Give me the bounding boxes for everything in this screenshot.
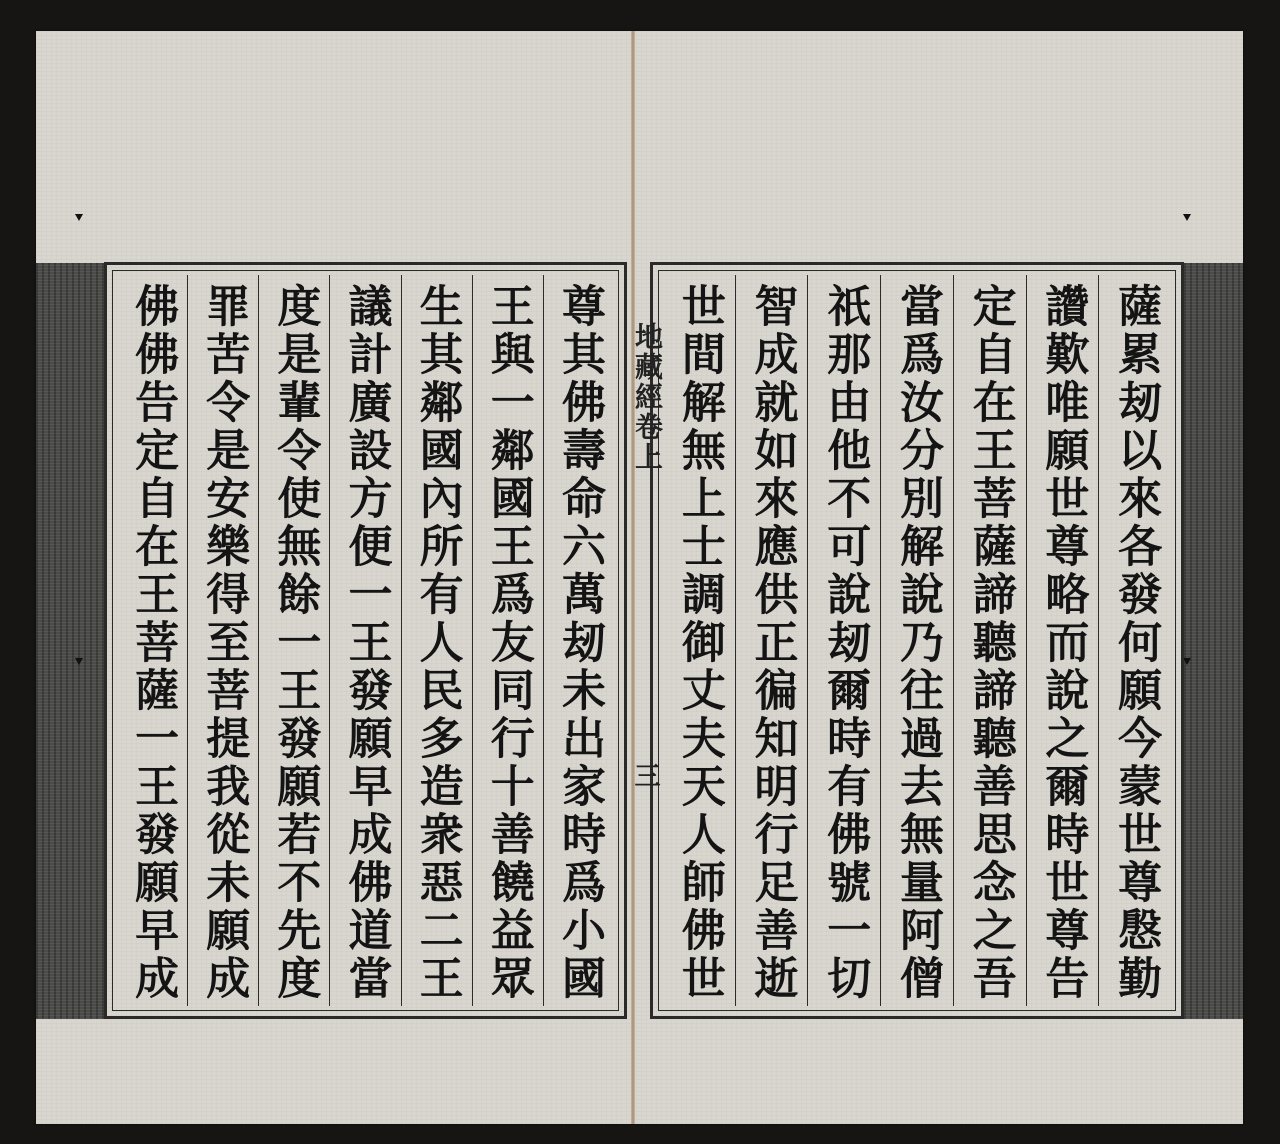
left-page-columns [117,275,614,1006]
text-column: 尊其佛壽命六萬刼未出家時爲小國 [543,275,614,1006]
block-heart [625,262,664,1019]
left-ink-rubbing [36,263,106,1019]
text-column: 當爲汝分別解說乃往過去無量阿僧 [880,275,953,1006]
text-column: 度是輩令使無餘一王發願若不先度 [258,275,329,1006]
right-page-frame [650,262,1184,1019]
text-column: 議計廣設方便一王發願早成佛道當 [329,275,400,1006]
pin-mark [75,214,83,221]
right-page-columns [663,275,1171,1006]
right-ink-rubbing [1184,263,1243,1019]
text-column: 讚歎唯願世尊略而說之爾時世尊告 [1026,275,1099,1006]
text-column: 智成就如來應供正徧知明行足善逝 [735,275,808,1006]
pin-mark [75,658,83,665]
pin-mark [1183,214,1191,221]
text-column: 王與一鄰國王爲友同行十善饒益眾 [472,275,543,1006]
text-column: 佛佛告定自在王菩薩一王發願早成 [127,283,179,1003]
text-column: 世間解無上士調御丈夫天人師佛世 [673,283,725,1003]
text-column: 生其鄰國內所有人民多造衆惡二王 [401,275,472,1006]
text-column: 薩累刼以來各發何願今蒙世尊慇勤 [1098,275,1171,1006]
sutra-title: 地藏經卷上 [631,322,664,472]
text-column: 定自在王菩薩諦聽諦聽善思念之吾 [953,275,1026,1006]
text-column: 罪苦令是安樂得至菩提我從未願成 [187,275,258,1006]
left-page-frame [104,262,627,1019]
page-number: 三 [630,762,660,788]
text-column: 祇那由他不可說刼爾時有佛號一切 [807,275,880,1006]
pin-mark [1183,658,1191,665]
